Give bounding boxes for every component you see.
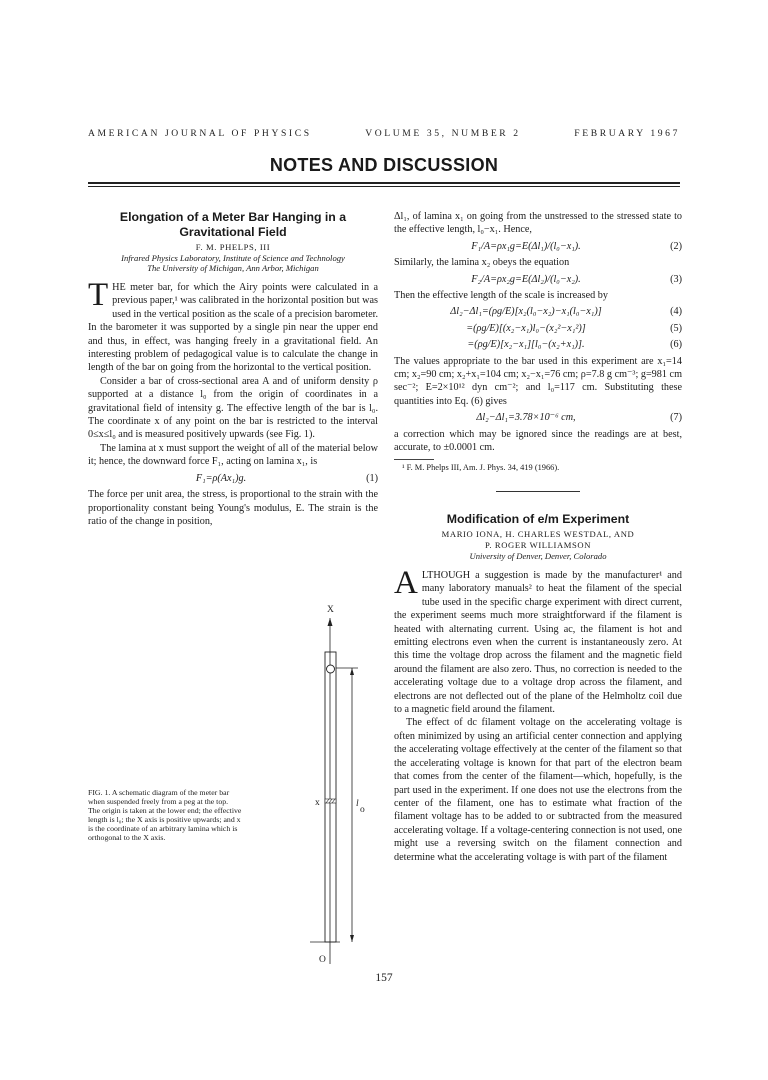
- origin-label: O: [319, 955, 326, 965]
- caption-line-5: is the coordinate of an arbitrary lamina which is: [88, 824, 238, 833]
- article1-dropcap: T: [88, 277, 109, 313]
- equation-3-number: (3): [670, 273, 682, 285]
- equation-3: [394, 273, 682, 286]
- equation-4-number: (4): [670, 306, 682, 318]
- article2-paragraph-1: [394, 565, 682, 716]
- l0-top-arrowhead: [350, 668, 354, 675]
- equation-1-body: F₁=ρ(Ax₁)g.: [195, 472, 247, 484]
- article1-title-line1: Elongation of a Meter Bar Hanging in a: [119, 210, 347, 224]
- x-axis-label: X: [327, 605, 334, 615]
- equation-3-body: F₂/A=ρx₂g=E(Δl₂)/(l₀−x₂).: [471, 273, 581, 285]
- caption-line-2: when suspended freely from a peg at the top.: [88, 797, 229, 806]
- equation-7-number: (7): [670, 412, 682, 424]
- article1-p1-text: HE meter bar, for which the Airy points were calculated in a previous paper,¹ was calibrated in the horizontal position but was used in the vertical position as the scale of a precision barometer. In the barometer it was supported by a single pin near the upper end and thus, in effect, was hanging freely in a gravitational field. An interesting problem of pedagogical value is to calculate the change in length of the bar on going from the horizontal to the vertical position.: [88, 282, 378, 374]
- article2-authors-line2: P. ROGER WILLIAMSON: [484, 540, 591, 550]
- equation-5-body: =(ρg/E)[(x₂−x₁)l₀−(x₂²−x₁²)]: [466, 322, 586, 334]
- article2-affiliation: [394, 551, 682, 561]
- l0-subscript: o: [360, 805, 365, 815]
- article1-paragraph-1: [88, 277, 378, 375]
- article1-paragraph-9: a correction which may be ignored since the readings are at best, accurate, to ±0.0001 cm.: [394, 428, 682, 454]
- article1-affiliation: [88, 253, 378, 273]
- article2-title: Modification of e/m Experiment: [446, 511, 630, 526]
- equation-6-number: (6): [670, 339, 682, 351]
- article1-affil-line2: The University of Michigan, Ann Arbor, Michigan: [147, 263, 319, 273]
- caption-line-6: orthogonal to the X axis.: [88, 833, 166, 842]
- equation-2: [394, 240, 682, 253]
- article2-p1-text: LTHOUGH a suggestion is made by the manufacturer¹ and many laboratory manuals² to heat the filament of the special tube used in the specific charge experiment with direct current, the experiment seems much more straightforward if the filament is heated with alternating current. Using ac, the filament is hot and emitting electrons even when the current is instantaneously zero. At this time the voltage drop across the filament and the magnetic field around the filament are also zero. Thus, no correction is needed to the accelerating voltage due to a voltage drop across the filament, and electrons are not deflected out of the plane of the Helmholtz coil due to a magnetic field around the filament.: [394, 570, 682, 716]
- caption-line-4: length is l₀; the X axis is positive upwards; and x: [88, 815, 241, 824]
- header-rule-thick: [88, 182, 680, 184]
- equation-1-number: (1): [366, 472, 378, 484]
- article2-dropcap: A: [394, 565, 418, 601]
- article1-affil-line1: Infrared Physics Laboratory, Institute of Science and Technology: [121, 253, 345, 263]
- x-axis-arrowhead: [328, 618, 333, 626]
- article-separator: [496, 491, 580, 492]
- article1-footnote: ¹ F. M. Phelps III, Am. J. Phys. 34, 419 (1966).: [402, 462, 560, 472]
- equation-6-body: =(ρg/E)[x₂−x₁][l₀−(x₂+x₁)].: [467, 339, 585, 351]
- article1-paragraph-4: The force per unit area, the stress, is proportional to the strain with the proportionality constant being Young's modulus, E. The strain is the ratio of the change in position,: [88, 489, 378, 527]
- meter-bar-outline: [325, 652, 336, 942]
- figure1-meter-bar-diagram: [300, 600, 380, 968]
- equation-4-body: Δl₂−Δl₁=(ρg/E)[x₂(l₀−x₂)−x₁(l₀−x₁)]: [450, 306, 602, 318]
- running-head: [88, 128, 680, 139]
- header-rule-thin: [88, 186, 680, 187]
- volume-number: VOLUME 35, NUMBER 2: [365, 128, 521, 139]
- l0-label: l: [356, 799, 359, 809]
- footnote-rule: [394, 459, 434, 460]
- article2-affil-text: University of Denver, Denver, Colorado: [469, 551, 607, 561]
- left-column: [88, 210, 378, 528]
- article1-paragraph-8: The values appropriate to the bar used in this experiment are x₁=14 cm; x₂=90 cm; x₂+x₁=104 cm; x₂−x₁=76 cm; ρ=7.8 g cm⁻³; g=981 cm sec⁻²; E=2×10¹² dyn cm⁻²; and l₀=117 cm. Substituting these quantities into Eq. (6) gives: [394, 355, 682, 407]
- article1-paragraph-2: Consider a bar of cross-sectional area A and of uniform density ρ supported at a distance l₀ from the origin of coordinates in a gravitational field of intensity g. The effective length of the bar is l₀. The coordinate x of any point on the bar is restricted to the interval 0≤x≤l₀ and is measured positively upwards (see Fig. 1).: [88, 375, 378, 441]
- journal-name: AMERICAN JOURNAL OF PHYSICS: [88, 128, 312, 139]
- equation-7-body: Δl₂−Δl₁=3.78×10⁻⁶ cm,: [476, 412, 576, 424]
- equation-1: [88, 472, 378, 485]
- article2-paragraph-2: The effect of dc filament voltage on the accelerating voltage is often minimized by using an artificial center connection and applying the accelerating voltage effectively at the center of the filament so that the accelerating voltage is known for that part of the electron beam that comes from the center of the filament—which, hopefully, is the part used in the experiment. If one does not use the electrons from the center of the filament, one has to estimate what fraction of the filament voltage has to be added to or subtracted from the measured accelerating voltage. If a voltage-centering connection is not used, one might use a reversing switch on the filament connection and determine what the accelerating voltage is with part of the filament: [394, 717, 682, 863]
- right-column: [394, 210, 682, 864]
- equation-2-body: F₁/A=ρx₁g=E(Δl₁)/(l₀−x₁).: [471, 240, 581, 252]
- support-peg: [327, 665, 335, 673]
- caption-line-3: The origin is taken at the lower end; the effective: [88, 806, 242, 815]
- equation-7: [394, 411, 682, 424]
- section-title: NOTES AND DISCUSSION: [269, 155, 499, 175]
- article1-paragraph-7: Then the effective length of the scale is increased by: [394, 290, 608, 302]
- caption-line-1: FIG. 1. A schematic diagram of the meter bar: [88, 788, 230, 797]
- equation-5: [394, 322, 682, 335]
- article1-title-line2: Gravitational Field: [179, 224, 287, 239]
- article1-paragraph-6: Similarly, the lamina x₂ obeys the equation: [394, 257, 570, 269]
- equation-5-number: (5): [670, 322, 682, 334]
- article2-authors-line1: MARIO IONA, H. CHARLES WESTDAL, AND: [441, 529, 635, 539]
- article1-title: [88, 210, 378, 239]
- page-number: 157: [375, 972, 393, 984]
- l0-bottom-arrowhead: [350, 935, 354, 942]
- article1-paragraph-3: The lamina at x must support the weight of all of the material below it; hence, the downward force F₁, acting on lamina x₁, is: [88, 442, 378, 468]
- issue-date: FEBRUARY 1967: [574, 128, 680, 139]
- article1-paragraph-5: Δl₁, of lamina x₁ on going from the unstressed to the stressed state to the effective length, l₀−x₁. Hence,: [394, 211, 682, 236]
- figure1-caption: [88, 788, 304, 842]
- article1-author: F. M. PHELPS, III: [195, 242, 271, 252]
- lamina-x-label: x: [315, 798, 320, 808]
- equation-6: [394, 338, 682, 351]
- equation-2-number: (2): [670, 240, 682, 252]
- equation-4: [394, 305, 682, 318]
